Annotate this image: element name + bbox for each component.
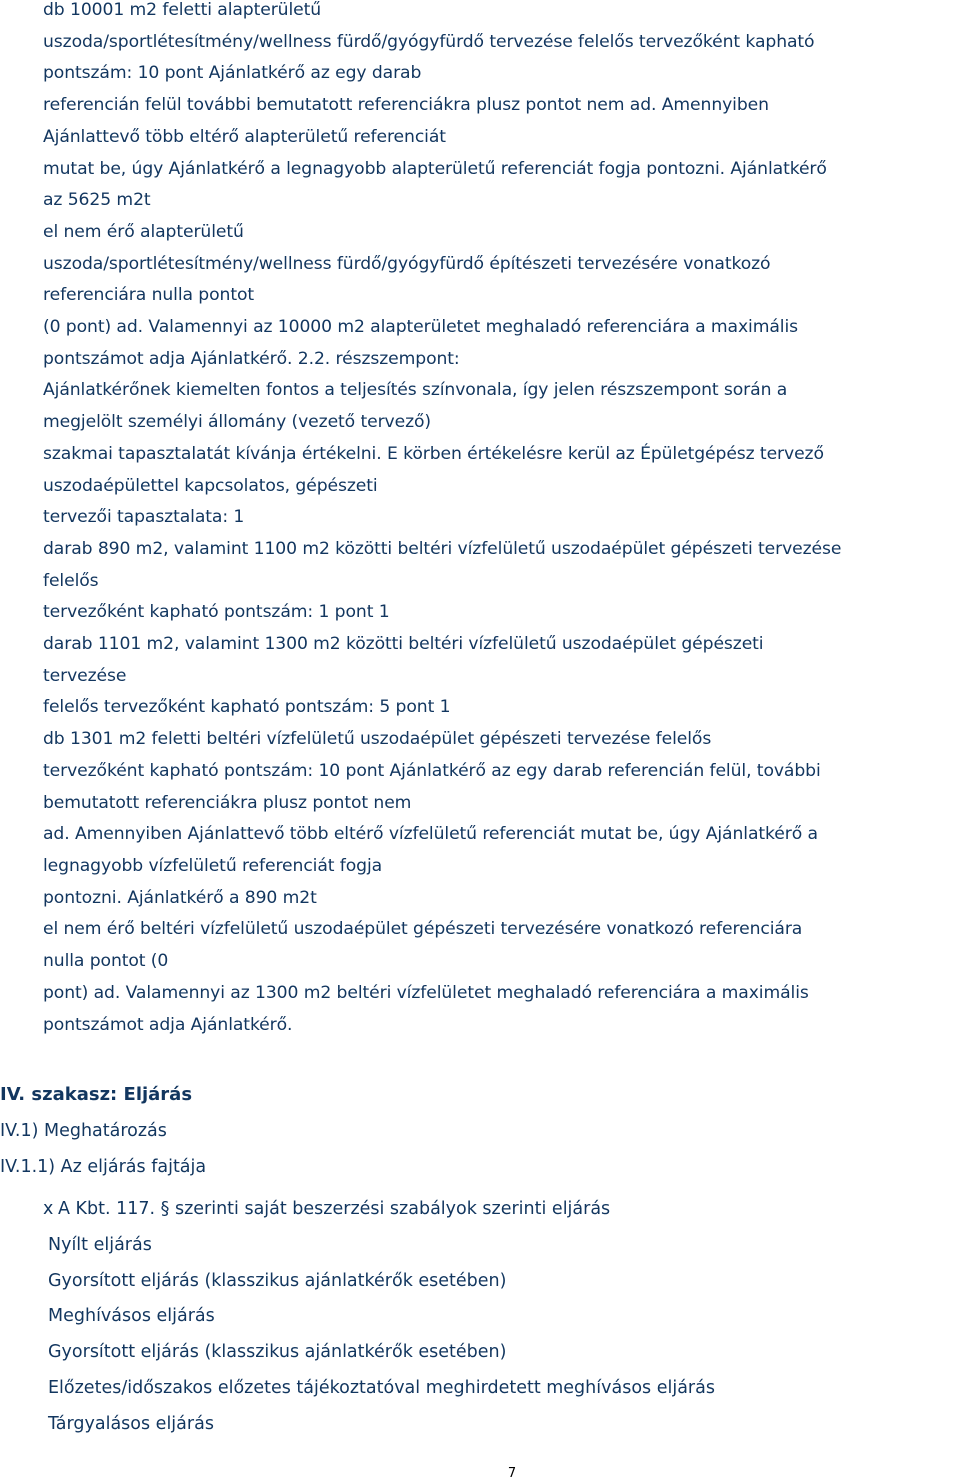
subsection-heading: IV.1) Meghatározás bbox=[0, 1121, 167, 1141]
text-line: legnagyobb vízfelületű referenciát fogja bbox=[43, 855, 383, 876]
option-label: Tárgyalásos eljárás bbox=[48, 1413, 214, 1434]
text-line: referencián felül további bemutatott referenciákra plusz pontot nem ad. Amennyiben bbox=[43, 95, 769, 116]
text-line: mutat be, úgy Ajánlatkérő a legnagyobb alapterületű referenciát fogja pontozni. Ajánlatkérő bbox=[43, 158, 827, 179]
page-number: 7 bbox=[507, 1466, 517, 1481]
text-line: db 1301 m2 feletti beltéri vízfelületű uszodaépület gépészeti tervezése felelős bbox=[43, 729, 712, 750]
section-heading: IV. szakasz: Eljárás bbox=[0, 1084, 193, 1105]
option-label: Meghívásos eljárás bbox=[48, 1306, 215, 1327]
text-line: ad. Amennyiben Ajánlattevő több eltérő vízfelületű referenciát mutat be, úgy Ajánlatkérő a bbox=[43, 824, 818, 845]
text-line: tervezőként kapható pontszám: 10 pont Ajánlatkérő az egy darab referencián felül, további bbox=[43, 760, 821, 781]
text-line: pontszám: 10 pont Ajánlatkérő az egy darab bbox=[43, 63, 422, 84]
option-label: Gyorsított eljárás (klasszikus ajánlatkérők esetében) bbox=[48, 1270, 507, 1291]
procedure-option bbox=[43, 1264, 715, 1300]
option-label: Nyílt eljárás bbox=[48, 1234, 152, 1255]
text-line: darab 890 m2, valamint 1100 m2 közötti beltéri vízfelületű uszodaépület gépészeti tervezése bbox=[43, 538, 842, 559]
text-line: nulla pontot (0 bbox=[43, 951, 169, 972]
text-line: tervezése bbox=[43, 665, 127, 686]
text-line: Ajánlatkérőnek kiemelten fontos a teljesítés színvonala, így jelen részszempont során a bbox=[43, 380, 788, 401]
text-line: szakmai tapasztalatát kívánja értékelni. E körben értékelésre kerül az Épületgépész tervező bbox=[43, 443, 824, 464]
option-label: Gyorsított eljárás (klasszikus ajánlatkérők esetében) bbox=[48, 1342, 507, 1363]
text-line: uszoda/sportlétesítmény/wellness fürdő/gyógyfürdő építészeti tervezésére vonatkozó bbox=[43, 253, 771, 274]
selected-x-mark: x bbox=[43, 1199, 54, 1219]
procedure-option bbox=[43, 1371, 715, 1407]
procedure-option bbox=[43, 1335, 715, 1371]
text-line: (0 pont) ad. Valamennyi az 10000 m2 alapterületet meghaladó referenciára a maximális bbox=[43, 317, 798, 338]
text-line: felelős bbox=[43, 570, 99, 591]
text-line: felelős tervezőként kapható pontszám: 5 pont 1 bbox=[43, 697, 451, 718]
body-paragraph bbox=[43, 0, 953, 1041]
subsection-heading: IV.1.1) Az eljárás fajtája bbox=[0, 1157, 207, 1177]
text-line: uszoda/sportlétesítmény/wellness fürdő/gyógyfürdő tervezése felelős tervezőként kapható bbox=[43, 31, 815, 52]
text-line: tervezői tapasztalata: 1 bbox=[43, 507, 245, 528]
option-label: Előzetes/időszakos előzetes tájékoztatóval meghirdetett meghívásos eljárás bbox=[48, 1377, 715, 1398]
text-line: pontszámot adja Ajánlatkérő. bbox=[43, 1014, 293, 1035]
text-line: el nem érő alapterületű bbox=[43, 221, 244, 242]
procedure-option bbox=[43, 1192, 715, 1228]
text-line: bemutatott referenciákra plusz pontot nem bbox=[43, 792, 412, 813]
text-line: pontozni. Ajánlatkérő a 890 m2t bbox=[43, 887, 317, 908]
option-label: A Kbt. 117. § szerinti saját beszerzési szabályok szerinti eljárás bbox=[58, 1199, 611, 1219]
text-line: referenciára nulla pontot bbox=[43, 285, 255, 306]
text-line: el nem érő beltéri vízfelületű uszodaépület gépészeti tervezésére vonatkozó referenciára bbox=[43, 919, 803, 940]
text-line: pont) ad. Valamennyi az 1300 m2 beltéri vízfelületet meghaladó referenciára a maximális bbox=[43, 982, 809, 1003]
text-line: uszodaépülettel kapcsolatos, gépészeti bbox=[43, 475, 378, 496]
text-line: az 5625 m2t bbox=[43, 190, 151, 211]
procedure-option bbox=[43, 1228, 715, 1264]
procedure-type-list bbox=[43, 1192, 715, 1443]
procedure-option bbox=[43, 1299, 715, 1335]
text-line: megjelölt személyi állomány (vezető tervező) bbox=[43, 412, 432, 433]
text-line: darab 1101 m2, valamint 1300 m2 közötti beltéri vízfelületű uszodaépület gépészeti bbox=[43, 634, 764, 655]
text-line: pontszámot adja Ajánlatkérő. 2.2. részszempont: bbox=[43, 348, 460, 369]
text-line: db 10001 m2 feletti alapterületű bbox=[43, 0, 322, 20]
procedure-option bbox=[43, 1407, 715, 1443]
text-line: tervezőként kapható pontszám: 1 pont 1 bbox=[43, 602, 390, 623]
text-line: Ajánlattevő több eltérő alapterületű referenciát bbox=[43, 126, 446, 147]
